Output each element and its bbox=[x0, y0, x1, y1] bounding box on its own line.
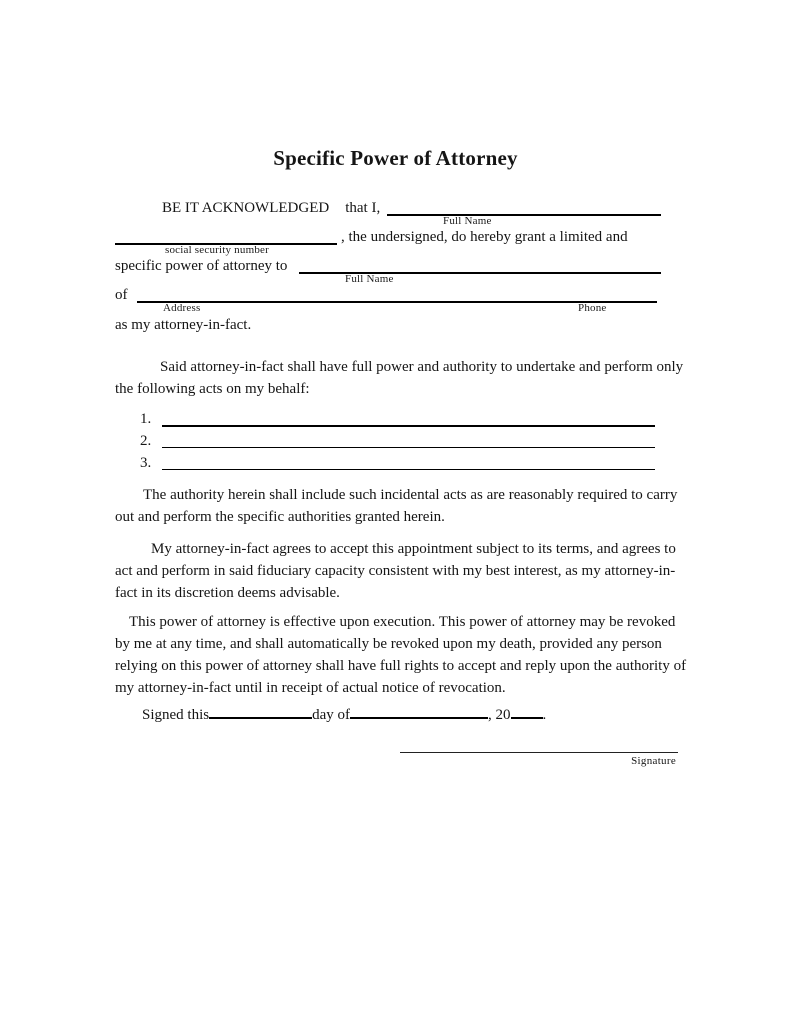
address-phone-line bbox=[115, 285, 676, 314]
month-blank[interactable] bbox=[350, 716, 488, 719]
act-2-number: 2. bbox=[140, 433, 152, 449]
acts-paragraph: Said attorney-in-fact shall have full power and authority to undertake and perform only the following acts on my behalf: bbox=[115, 359, 684, 397]
revocation-paragraph: This power of attorney is effective upon execution. This power of attorney may be revoked by me at any time, and shall automatically be revoked upon my death, provided any person relying on this power of attorney shall have full rights to accept and reply upon the authority of my attorney-in-fact until in receipt of actual notice of revocation. bbox=[115, 614, 687, 696]
period-text: . bbox=[542, 707, 547, 723]
grant-prefix-text: specific power of attorney to bbox=[115, 258, 288, 274]
day-of-text: day of bbox=[312, 707, 350, 723]
signed-date-line bbox=[115, 704, 676, 728]
signature-block bbox=[400, 752, 678, 768]
act-3-blank[interactable] bbox=[162, 453, 655, 470]
acknowledgment-line bbox=[115, 198, 676, 227]
undersigned-text: , the undersigned, do hereby grant a limited and bbox=[341, 229, 628, 245]
ssn-caption: social security number bbox=[165, 244, 269, 256]
address-caption: Address bbox=[163, 302, 201, 314]
agent-name-line bbox=[115, 256, 676, 285]
agreement-paragraph: My attorney-in-fact agrees to accept this appointment subject to its terms, and agrees to act and perform in said fiduciary capacity consistent with my best interest, as my attorney-in-fact in its discretion deems advisable. bbox=[115, 541, 676, 601]
year-blank[interactable] bbox=[511, 716, 543, 719]
principal-full-name-blank[interactable] bbox=[387, 198, 661, 216]
act-item-1 bbox=[115, 409, 676, 431]
acknowledged-text: BE IT ACKNOWLEDGED bbox=[162, 200, 330, 216]
agent-full-name-blank[interactable] bbox=[299, 256, 661, 274]
signed-this-text: Signed this bbox=[142, 707, 210, 723]
year-prefix-text: , 20 bbox=[488, 707, 511, 723]
act-3-number: 3. bbox=[140, 455, 152, 471]
acts-list bbox=[115, 409, 676, 475]
day-blank[interactable] bbox=[209, 716, 312, 719]
act-2-blank[interactable] bbox=[162, 431, 655, 448]
document-title: Specific Power of Attorney bbox=[273, 146, 518, 170]
address-phone-blank[interactable] bbox=[137, 285, 657, 303]
phone-caption: Phone bbox=[578, 302, 607, 314]
attorney-in-fact-line: as my attorney-in-fact. bbox=[115, 317, 252, 333]
signature-caption: Signature bbox=[631, 755, 676, 767]
that-i-text: that I, bbox=[345, 200, 381, 216]
authority-paragraph: The authority herein shall include such incidental acts as are reasonably required to carry out and perform the specific authorities granted herein. bbox=[115, 487, 678, 525]
of-prefix-text: of bbox=[115, 287, 128, 303]
act-item-3 bbox=[115, 453, 676, 475]
power-of-attorney-form bbox=[115, 146, 687, 768]
act-1-blank[interactable] bbox=[162, 409, 655, 427]
act-item-2 bbox=[115, 431, 676, 453]
social-security-number-blank[interactable] bbox=[115, 227, 337, 245]
agent-full-name-caption: Full Name bbox=[345, 273, 394, 285]
act-1-number: 1. bbox=[140, 411, 152, 427]
full-name-caption: Full Name bbox=[443, 215, 492, 227]
ssn-line bbox=[115, 227, 676, 256]
